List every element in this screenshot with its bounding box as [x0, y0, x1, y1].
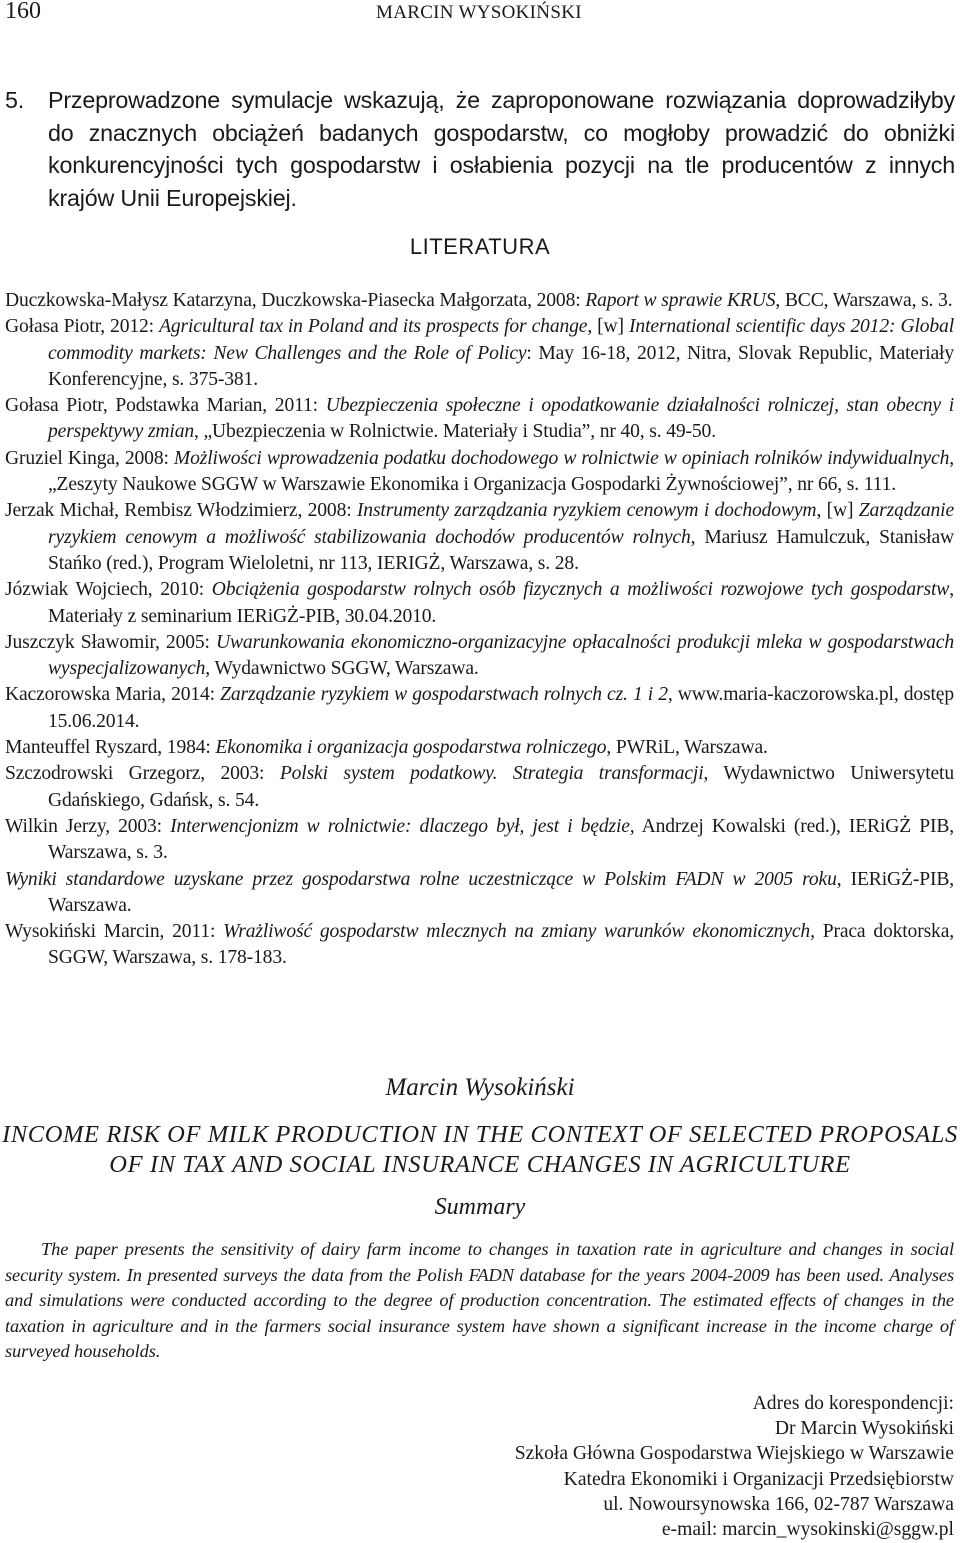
reference-connector: , [w] [587, 316, 630, 338]
running-header [0, 0, 960, 30]
address-email: e-mail: marcin_wysokinski@sggw.pl [661, 1519, 954, 1541]
reference-details: , „Zeszyty Naukowe SGGW w Warszawie Ekonomika i Organizacja Gospodarki Żywnościowej”, nr 66, s. 111. [48, 447, 954, 496]
reference-details: , Mariusz Hamulczuk, Stanisław Stańko (red.), Program Wieloletni, nr 113, IERIGŻ, Warszawa, s. 28. [48, 526, 954, 574]
reference-authors: Wilkin Jerzy, 2003: [5, 815, 171, 837]
reference-authors: Gołasa Piotr, Podstawka Marian, 2011: [5, 395, 326, 417]
reference-authors: Manteuffel Ryszard, 1984: [5, 737, 216, 759]
reference-authors: Juszczyk Sławomir, 2005: [5, 631, 217, 653]
reference-title: Agricultural tax in Poland and its prospects for change [159, 316, 588, 338]
reference-details: , „Ubezpieczenia w Rolnictwie. Materiały i Studia”, nr 40, s. 49-50. [194, 421, 716, 443]
conclusion-text: Przeprowadzone symulacje wskazują, że zaproponowane rozwiązania doprowadziłyby do znacznych obciążeń badanych gospodarstw, co mogłoby prowadzić do obniżki konkurencyjności tych gospodarstw i osłabienia pozycji na tle producentów z innych krajów Unii Europejskiej. [48, 87, 955, 211]
address-street: ul. Nowoursynowska 166, 02-787 Warszawa [603, 1493, 954, 1515]
conclusion-point-5: 5. Przeprowadzone symulacje wskazują, że zaproponowane rozwiązania doprowadziłyby do znacznych obciążeń badanych gospodarstw, co mogłoby prowadzić do obniżki konkurencyjności tych gospodarstw i osłabienia pozycji na tle producentów z innych krajów Unii Europejskiej. [5, 87, 955, 211]
reference-item [5, 630, 954, 683]
summary-title [0, 1120, 960, 1180]
reference-details: , Wydawnictwo Uniwersytetu Gdańskiego, Gdańsk, s. 54. [48, 763, 954, 811]
address-label: Adres do korespondencji: [752, 1393, 954, 1414]
reference-details: , BCC, Warszawa, s. 3. [775, 290, 953, 311]
reference-details: , Wydawnictwo SGGW, Warszawa. [205, 658, 479, 680]
reference-item [5, 867, 954, 920]
reference-item [5, 288, 954, 314]
reference-title: Wyniki standardowe uzyskane przez gospodarstwa rolne uczestniczące w Polskim FADN w 2005 roku [5, 868, 837, 890]
reference-item [5, 814, 954, 867]
reference-title: Polski system podatkowy. Strategia transformacji [279, 763, 704, 785]
reference-title: Obciążenia gospodarstw rolnych osób fizycznych a możliwości rozwojowe tych gospodarstw [211, 579, 950, 601]
reference-title: Ekonomika i organizacja gospodarstwa rolniczego [215, 737, 607, 759]
summary-abstract: The paper presents the sensitivity of dairy farm income to changes in taxation rate in agriculture and changes in social security system. In presented surveys the data from the Polish FADN database for the years 2004-2009 has been used. Analyses and simulations were conducted according to the degree of production concentration. The estimated effects of changes in the taxation in agriculture and in the farmers social insurance system have shown a significant increase in the income charge of surveyed households. [5, 1239, 954, 1361]
reference-title: Instrumenty zarządzania ryzykiem cenowym i dochodowym [356, 500, 817, 522]
reference-authors: Wysokiński Marcin, 2011: [5, 921, 224, 943]
reference-volume-title: International scientific days 2012: Global commodity markets: New Challenges and the Role of Policy [48, 316, 954, 364]
reference-details: Praca doktorska, SGGW, Warszawa, s. 178-183. [48, 921, 954, 969]
reference-volume-title: Zarządzanie ryzykiem cenowym a możliwość stabilizowania dochodów producentów rolnych [48, 500, 954, 548]
reference-title: Zarządzanie ryzykiem w gospodarstwach rolnych cz. 1 i 2, [220, 684, 673, 706]
reference-details: , Materiały z seminarium IERiGŻ-PIB, 30.04.2010. [48, 579, 954, 627]
reference-details: Andrzej Kowalski (red.), IERiGŻ PIB, Warszawa, s. 3. [48, 815, 955, 864]
reference-item [5, 498, 954, 577]
reference-item [5, 446, 954, 499]
summary-heading: Summary [434, 1194, 526, 1220]
correspondence-address [354, 1391, 954, 1542]
reference-authors: Gołasa Piotr, 2012: [5, 316, 160, 338]
summary-title-line-1: INCOME RISK OF MILK PRODUCTION IN THE CONTEXT OF SELECTED PROPOSALS [2, 1121, 958, 1148]
reference-item [5, 314, 954, 393]
reference-details: , IERiGŻ-PIB, Warszawa. [48, 868, 954, 916]
address-institution: Szkoła Główna Gospodarstwa Wiejskiego w Warszawie [514, 1443, 954, 1465]
reference-list [5, 288, 954, 972]
address-department: Katedra Ekonomiki i Organizacji Przedsiębiorstw [563, 1468, 954, 1490]
reference-title: Raport w sprawie KRUS [585, 290, 776, 311]
reference-title: Możliwości wprowadzenia podatku dochodowego w rolnictwie w opiniach rolników indywidualnych [173, 447, 950, 469]
reference-authors: Kaczorowska Maria, 2014: [5, 684, 221, 706]
summary-author: Marcin Wysokiński [385, 1074, 575, 1101]
reference-authors: Szczodrowski Grzegorz, 2003: [5, 763, 280, 785]
reference-details: : May 16-18, 2012, Nitra, Slovak Republic, Materiały Konferencyjne, s. 375-381. [48, 342, 954, 390]
reference-item [5, 919, 954, 972]
reference-item [5, 761, 954, 814]
address-name: Dr Marcin Wysokiński [774, 1418, 954, 1440]
summary-title-line-2: OF IN TAX AND SOCIAL INSURANCE CHANGES IN AGRICULTURE [109, 1151, 851, 1178]
reference-authors: Józwiak Wojciech, 2010: [5, 579, 212, 601]
reference-details: www.maria-kaczorowska.pl, dostęp 15.06.2014. [48, 684, 954, 732]
reference-title: Interwencjonizm w rolnictwie: dlaczego był, jest i będzie, [170, 815, 635, 837]
reference-authors: Gruziel Kinga, 2008: [5, 447, 174, 469]
reference-item [5, 735, 954, 761]
reference-title: Wrażliwość gospodarstw mlecznych na zmiany warunków ekonomicznych, [223, 921, 815, 943]
reference-item [5, 682, 954, 735]
reference-title: Uwarunkowania ekonomiczno-organizacyjne opłacalności produkcji mleka w gospodarstwach wyspecjalizowanych [48, 631, 954, 680]
page-number: 160 [5, 0, 41, 24]
reference-item [5, 393, 954, 446]
reference-connector: , [w] [816, 500, 859, 522]
reference-details: , PWRiL, Warszawa. [606, 737, 768, 759]
running-author: MARCIN WYSOKIŃSKI [376, 2, 582, 23]
reference-title: Ubezpieczenia społeczne i opodatkowanie działalności rolniczej, stan obecny i perspektywy zmian [48, 395, 954, 443]
reference-authors: Jerzak Michał, Rembisz Włodzimierz, 2008: [5, 500, 357, 522]
reference-authors: Duczkowska-Małysz Katarzyna, Duczkowska-Piasecka Małgorzata, 2008: [5, 290, 586, 311]
reference-item [5, 577, 954, 630]
literature-heading: LITERATURA [409, 234, 551, 259]
